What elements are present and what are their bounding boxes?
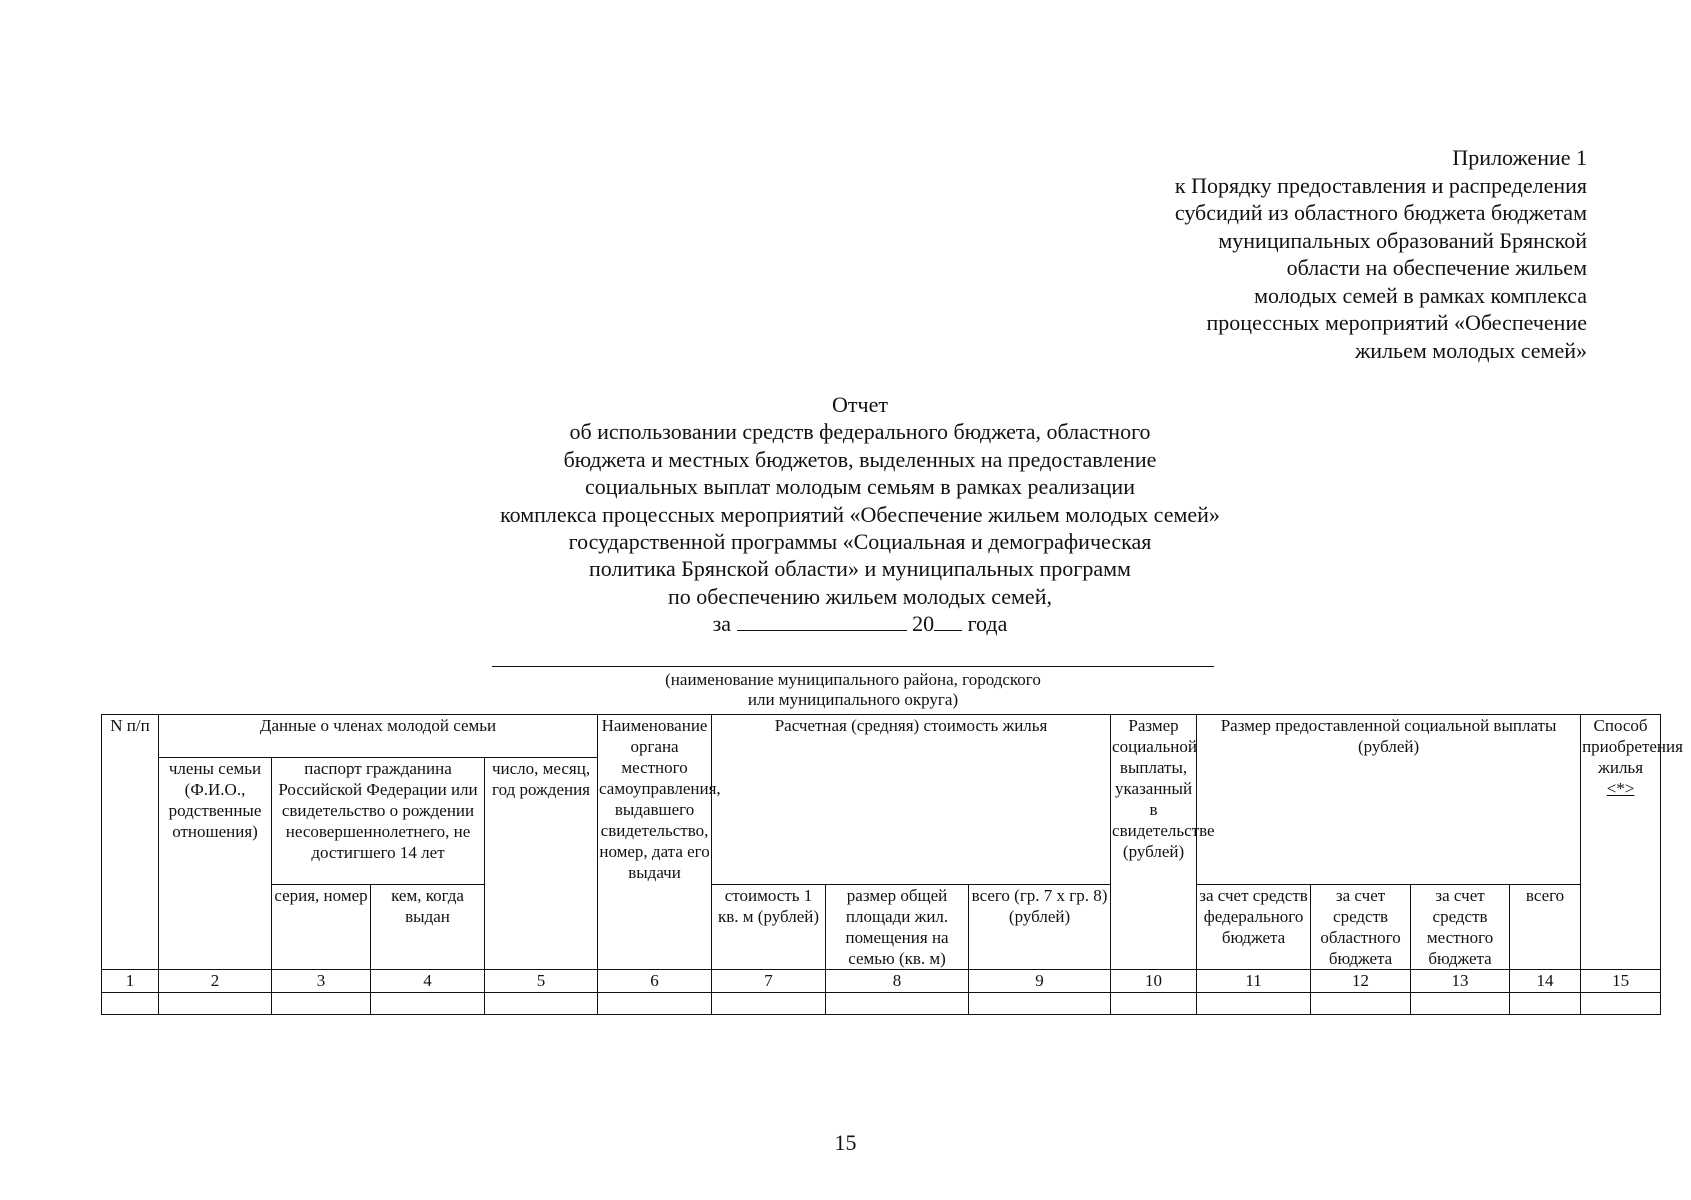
column-number: 9: [969, 969, 1111, 992]
table-cell: [1510, 992, 1581, 1014]
table-cell: [1111, 992, 1197, 1014]
table-cell: [712, 992, 826, 1014]
header-cell-issued: кем, когда выдан: [371, 884, 485, 969]
year-blank: [934, 610, 962, 631]
report-title-line: политика Брянской области» и муниципальных программ: [589, 556, 1131, 582]
appendix-line: к Порядку предоставления и распределения: [1174, 172, 1587, 198]
column-number: 10: [1111, 969, 1197, 992]
header-cell-area: размер общей площади жил. помещения на семью (кв. м): [826, 884, 969, 969]
report-title-line: социальных выплат молодым семьям в рамках реализации: [585, 474, 1135, 500]
column-number: 3: [272, 969, 371, 992]
header-cell-total-cost: всего (гр. 7 x гр. 8) (рублей): [969, 884, 1111, 969]
header-cell-cost-sqm: стоимость 1 кв. м (рублей): [712, 884, 826, 969]
column-number: 7: [712, 969, 826, 992]
header-cell-cost: Расчетная (средняя) стоимость жилья: [712, 715, 1111, 758]
table-cell: [1581, 992, 1661, 1014]
header-cell-payout: Размер предоставленной социальной выплаты (рублей): [1197, 715, 1581, 758]
appendix-line: субсидий из областного бюджета бюджетам: [1174, 200, 1587, 225]
table-cell: [598, 992, 712, 1014]
period-blank: [737, 610, 907, 631]
report-title-line: государственной программы «Социальная и демографическая: [568, 529, 1152, 555]
header-cell-total: всего: [1510, 884, 1581, 969]
header-cell-federal: за счет средств федерального бюджета: [1197, 884, 1311, 969]
appendix-line: Приложение 1: [1452, 145, 1587, 170]
column-number: 14: [1510, 969, 1581, 992]
report-table: [101, 714, 1683, 1015]
header-row: [102, 884, 1661, 969]
table-cell: [1311, 992, 1411, 1014]
header-cell-birth: число, месяц, год рождения: [485, 757, 598, 969]
appendix-line: процессных мероприятий «Обеспечение: [1206, 310, 1587, 335]
report-title-line: комплекса процессных мероприятий «Обеспечение жильем молодых семей»: [500, 501, 1220, 527]
column-number: 2: [159, 969, 272, 992]
appendix-line: жильем молодых семей»: [1355, 337, 1587, 363]
table-cell: [826, 992, 969, 1014]
header-row: [102, 757, 1661, 884]
page-number: 15: [834, 1130, 857, 1155]
table-cell: [1197, 992, 1311, 1014]
table-cell: [159, 992, 272, 1014]
municipality-caption-line: (наименование муниципального района, городского: [665, 670, 1041, 689]
method-footnote-link[interactable]: <*>: [1606, 779, 1635, 798]
municipality-blank-line: [492, 666, 1214, 667]
report-title-line: по обеспечению жильем молодых семей,: [668, 583, 1052, 609]
table-cell: [969, 992, 1111, 1014]
header-cell-local: за счет средств местного бюджета: [1411, 884, 1510, 969]
municipality-caption-line: или муниципального округа): [747, 690, 959, 709]
header-row: [102, 715, 1661, 758]
header-cell-regional: за счет средств областного бюджета: [1311, 884, 1411, 969]
appendix-line: молодых семей в рамках комплекса: [1254, 282, 1587, 308]
header-cell-series: серия, номер: [272, 884, 371, 969]
column-number: 1: [102, 969, 159, 992]
column-number: 6: [598, 969, 712, 992]
report-title: [350, 391, 1370, 638]
method-label: Способ приобретения жилья: [1582, 716, 1683, 777]
header-cell-payout-cert: Размер социальной выплаты, указанный в свидетельстве (рублей): [1111, 715, 1197, 970]
column-number: 5: [485, 969, 598, 992]
table-row: [102, 992, 1661, 1014]
header-cell-num: N п/п: [102, 715, 159, 970]
column-number: 8: [826, 969, 969, 992]
table-cell: [272, 992, 371, 1014]
appendix-line: области на обеспечение жильем: [1286, 255, 1587, 280]
table-cell: [485, 992, 598, 1014]
column-number-row: [102, 969, 1661, 992]
appendix-line: муниципальных образований Брянской: [1218, 227, 1587, 253]
report-heading: Отчет: [832, 392, 888, 417]
header-cell-family: Данные о членах молодой семьи: [159, 715, 598, 758]
table-cell: [1411, 992, 1510, 1014]
report-title-line: бюджета и местных бюджетов, выделенных на предоставление: [563, 446, 1157, 472]
column-number: 4: [371, 969, 485, 992]
period-prefix: за: [712, 611, 732, 637]
header-cell-organ: Наименование органа местного самоуправления, выдавшего свидетельство, номер, дата его выдачи: [598, 715, 712, 970]
period-suffix: года: [967, 611, 1008, 637]
report-title-line: об использовании средств федерального бюджета, областного: [569, 419, 1151, 445]
column-number: 11: [1197, 969, 1311, 992]
period-year-prefix: 20: [912, 611, 935, 637]
column-number: 13: [1411, 969, 1510, 992]
column-number: 15: [1581, 969, 1661, 992]
header-cell-method: [1581, 715, 1683, 970]
table-cell: [102, 992, 159, 1014]
municipality-caption: [492, 670, 1214, 710]
report-period-line: [350, 610, 1370, 637]
table-cell: [371, 992, 485, 1014]
header-cell-payout-spacer: [1197, 757, 1581, 884]
header-cell-passport: паспорт гражданина Российской Федерации или свидетельство о рождении несовершеннолетнего, не достигшего 14 лет: [272, 757, 485, 884]
header-cell-members: члены семьи (Ф.И.О., родственные отношения): [159, 757, 272, 969]
header-cell-cost-spacer: [712, 757, 1111, 884]
appendix-block: [1067, 144, 1587, 364]
column-number: 12: [1311, 969, 1411, 992]
